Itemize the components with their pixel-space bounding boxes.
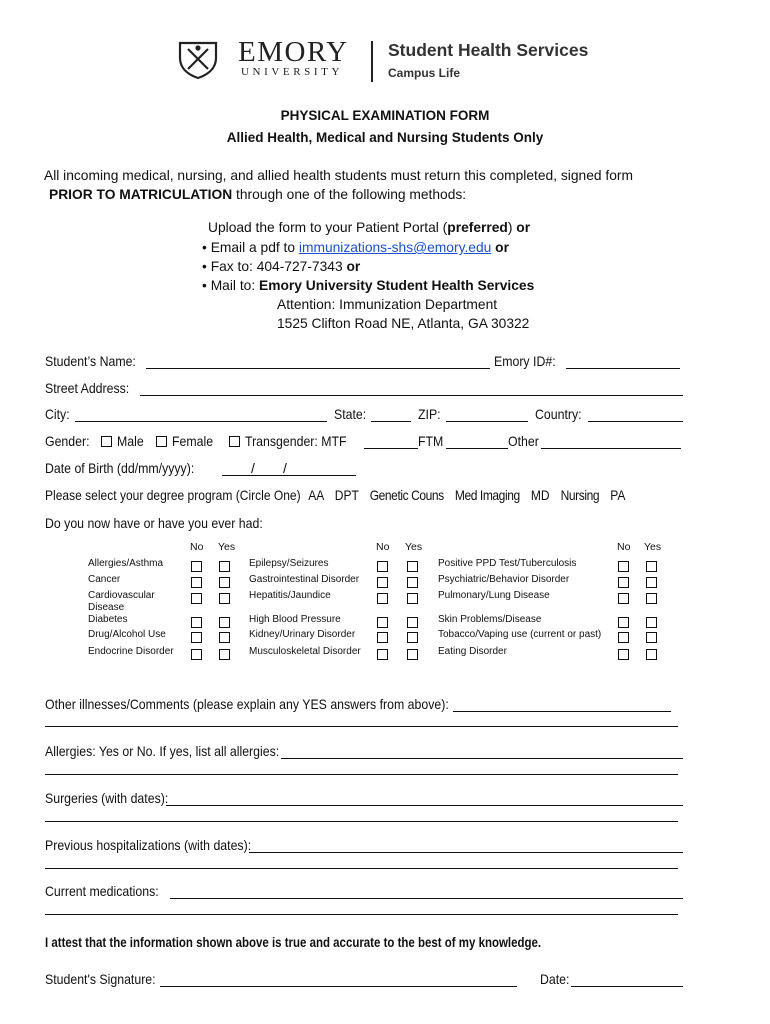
state-field[interactable] bbox=[371, 421, 411, 422]
condition-label: Disease bbox=[88, 602, 125, 613]
form-subtitle: Allied Health, Medical and Nursing Students Only bbox=[226, 130, 544, 145]
upload-paren: ) bbox=[507, 220, 517, 235]
other-illnesses-field[interactable] bbox=[453, 711, 671, 712]
condition-label: High Blood Pressure bbox=[249, 614, 341, 625]
col3-row1-no-checkbox[interactable] bbox=[618, 561, 629, 572]
zip-field[interactable] bbox=[446, 421, 528, 422]
intro-line: All incoming medical, nursing, and allied health students must return this completed, signed form bbox=[44, 168, 633, 183]
other-field[interactable] bbox=[541, 448, 681, 449]
intro-line-2 bbox=[49, 187, 466, 202]
col2-row4-no-checkbox[interactable] bbox=[377, 617, 388, 628]
surgeries-field-2[interactable] bbox=[45, 821, 678, 822]
medications-field[interactable] bbox=[170, 898, 683, 899]
medications-label: Current medications: bbox=[45, 883, 159, 899]
condition-label: Eating Disorder bbox=[438, 646, 507, 657]
other-illnesses-field-2[interactable] bbox=[45, 726, 678, 727]
col2-no: No bbox=[376, 541, 390, 553]
date-label: Date: bbox=[540, 971, 570, 987]
col3-row3-no-checkbox[interactable] bbox=[618, 593, 629, 604]
email-or: or bbox=[491, 240, 509, 255]
col1-row1-yes-checkbox[interactable] bbox=[219, 561, 230, 572]
col3-row2-yes-checkbox[interactable] bbox=[646, 577, 657, 588]
col1-row3-no-checkbox[interactable] bbox=[191, 593, 202, 604]
surgeries-field[interactable] bbox=[166, 805, 683, 806]
ftm-label: FTM bbox=[418, 433, 444, 449]
female-label: Female bbox=[172, 433, 214, 449]
col3-no: No bbox=[617, 541, 631, 553]
hospitalizations-field-2[interactable] bbox=[45, 868, 678, 869]
fax-or: or bbox=[346, 259, 361, 274]
col2-row6-no-checkbox[interactable] bbox=[377, 649, 388, 660]
condition-label: Endocrine Disorder bbox=[88, 646, 174, 657]
degree-row bbox=[45, 487, 625, 503]
service-name: Student Health Services bbox=[388, 40, 589, 60]
allergies-field-2[interactable] bbox=[45, 774, 678, 775]
dob-slash-2: / bbox=[283, 460, 287, 476]
degree-option[interactable]: AA bbox=[308, 487, 324, 503]
ftm-field[interactable] bbox=[446, 448, 508, 449]
condition-label: Tobacco/Vaping use (current or past) bbox=[438, 629, 602, 640]
col3-row3-yes-checkbox[interactable] bbox=[646, 593, 657, 604]
condition-label: Drug/Alcohol Use bbox=[88, 629, 166, 640]
col2-row1-no-checkbox[interactable] bbox=[377, 561, 388, 572]
degree-option[interactable]: MD bbox=[530, 487, 550, 503]
condition-label: Skin Problems/Disease bbox=[438, 614, 542, 625]
female-checkbox[interactable] bbox=[156, 436, 167, 447]
degree-label: Please select your degree program (Circle One) bbox=[45, 487, 301, 503]
fax-text: Fax to: 404-727-7343 bbox=[210, 259, 347, 274]
method-email bbox=[202, 240, 509, 255]
mail-address: 1525 Clifton Road NE, Atlanta, GA 30322 bbox=[277, 316, 530, 331]
city-field[interactable] bbox=[75, 421, 327, 422]
emory-id-field[interactable] bbox=[566, 368, 680, 369]
condition-label: Allergies/Asthma bbox=[88, 558, 164, 569]
allergies-label: Allergies: Yes or No. If yes, list all allergies: bbox=[45, 743, 280, 759]
state-label: State: bbox=[334, 406, 367, 422]
col1-row2-no-checkbox[interactable] bbox=[191, 577, 202, 588]
bullet: • bbox=[202, 278, 207, 293]
surgeries-label: Surgeries (with dates): bbox=[45, 790, 169, 806]
col1-row3-yes-checkbox[interactable] bbox=[219, 593, 230, 604]
email-text: Email a pdf to bbox=[210, 240, 299, 255]
col2-row3-no-checkbox[interactable] bbox=[377, 593, 388, 604]
intro-bold: PRIOR TO MATRICULATION bbox=[49, 187, 233, 202]
mail-recipient: Emory University Student Health Services bbox=[259, 278, 535, 293]
city-label: City: bbox=[45, 406, 70, 422]
condition-label: Epilepsy/Seizures bbox=[249, 558, 329, 569]
col2-row2-no-checkbox[interactable] bbox=[377, 577, 388, 588]
division-name: Campus Life bbox=[388, 66, 461, 80]
zip-label: ZIP: bbox=[418, 406, 441, 422]
hospitalizations-label: Previous hospitalizations (with dates): bbox=[45, 837, 252, 853]
other-label: Other bbox=[508, 433, 539, 449]
attestation: I attest that the information shown above is true and accurate to the best of my knowledge. bbox=[45, 935, 542, 950]
intro-rest: through one of the following methods: bbox=[232, 187, 467, 202]
col3-row4-no-checkbox[interactable] bbox=[618, 617, 629, 628]
logo-emory: EMORY bbox=[238, 36, 349, 68]
col2-row4-yes-checkbox[interactable] bbox=[407, 617, 418, 628]
medications-field-2[interactable] bbox=[45, 914, 678, 915]
bullet: • bbox=[202, 240, 207, 255]
col1-row2-yes-checkbox[interactable] bbox=[219, 577, 230, 588]
col3-row6-no-checkbox[interactable] bbox=[618, 649, 629, 660]
condition-label: Positive PPD Test/Tuberculosis bbox=[438, 558, 577, 569]
street-label: Street Address: bbox=[45, 380, 130, 396]
col3-row6-yes-checkbox[interactable] bbox=[646, 649, 657, 660]
emory-shield-icon bbox=[177, 40, 219, 80]
col1-row4-no-checkbox[interactable] bbox=[191, 617, 202, 628]
col2-row5-yes-checkbox[interactable] bbox=[407, 632, 418, 643]
dob-slash-1: / bbox=[251, 460, 255, 476]
col1-row4-yes-checkbox[interactable] bbox=[219, 617, 230, 628]
email-link[interactable]: immunizations-shs@emory.edu bbox=[298, 240, 492, 255]
date-field[interactable] bbox=[571, 986, 683, 987]
degree-option[interactable]: Genetic Couns bbox=[369, 487, 444, 503]
transgender-checkbox[interactable] bbox=[229, 436, 240, 447]
mail-attention: Attention: Immunization Department bbox=[277, 297, 498, 312]
transgender-label: Transgender: MTF bbox=[245, 433, 347, 449]
col3-row4-yes-checkbox[interactable] bbox=[646, 617, 657, 628]
col3-row5-no-checkbox[interactable] bbox=[618, 632, 629, 643]
logo-university: UNIVERSITY bbox=[241, 66, 343, 78]
col3-yes: Yes bbox=[644, 541, 662, 553]
gender-label: Gender: bbox=[45, 433, 90, 449]
col2-yes: Yes bbox=[405, 541, 423, 553]
condition-label: Kidney/Urinary Disorder bbox=[249, 629, 356, 640]
student-name-label: Student’s Name: bbox=[45, 353, 136, 369]
male-checkbox[interactable] bbox=[101, 436, 112, 447]
degree-option[interactable]: Med Imaging bbox=[454, 487, 520, 503]
col1-row5-yes-checkbox[interactable] bbox=[219, 632, 230, 643]
country-label: Country: bbox=[535, 406, 582, 422]
degree-option[interactable]: Nursing bbox=[560, 487, 600, 503]
signature-field[interactable] bbox=[160, 986, 517, 987]
mtf-field[interactable] bbox=[364, 448, 418, 449]
condition-label: Diabetes bbox=[88, 614, 128, 625]
col3-row2-no-checkbox[interactable] bbox=[618, 577, 629, 588]
upload-preferred: preferred bbox=[447, 220, 508, 235]
country-field[interactable] bbox=[588, 421, 683, 422]
male-label: Male bbox=[117, 433, 144, 449]
mail-text: Mail to: bbox=[210, 278, 259, 293]
col3-row5-yes-checkbox[interactable] bbox=[646, 632, 657, 643]
method-upload bbox=[208, 220, 530, 235]
col1-row5-no-checkbox[interactable] bbox=[191, 632, 202, 643]
degree-option[interactable]: DPT bbox=[334, 487, 359, 503]
student-name-field[interactable] bbox=[146, 368, 490, 369]
col3-row1-yes-checkbox[interactable] bbox=[646, 561, 657, 572]
allergies-field[interactable] bbox=[281, 758, 683, 759]
emory-id-label: Emory ID#: bbox=[494, 353, 556, 369]
condition-label: Musculoskeletal Disorder bbox=[249, 646, 361, 657]
col1-yes: Yes bbox=[218, 541, 236, 553]
col1-row6-no-checkbox[interactable] bbox=[191, 649, 202, 660]
condition-label: Gastrointestinal Disorder bbox=[249, 574, 360, 585]
upload-text: Upload the form to your Patient Portal ( bbox=[208, 220, 448, 235]
logo-divider bbox=[371, 41, 373, 82]
col1-no: No bbox=[190, 541, 204, 553]
method-fax bbox=[202, 259, 360, 274]
col2-row6-yes-checkbox[interactable] bbox=[407, 649, 418, 660]
condition-label: Pulmonary/Lung Disease bbox=[438, 590, 550, 601]
dob-label: Date of Birth (dd/mm/yyyy): bbox=[45, 460, 195, 476]
condition-label: Hepatitis/Jaundice bbox=[249, 590, 331, 601]
col1-row1-no-checkbox[interactable] bbox=[191, 561, 202, 572]
method-mail bbox=[202, 278, 534, 293]
hospitalizations-field[interactable] bbox=[249, 852, 683, 853]
history-question: Do you now have or have you ever had: bbox=[45, 515, 263, 531]
condition-label: Cancer bbox=[88, 574, 121, 585]
col2-row5-no-checkbox[interactable] bbox=[377, 632, 388, 643]
bullet: • bbox=[202, 259, 207, 274]
condition-label: Psychiatric/Behavior Disorder bbox=[438, 574, 570, 585]
street-field[interactable] bbox=[140, 395, 683, 396]
other-illnesses-label: Other illnesses/Comments (please explain any YES answers from above): bbox=[45, 696, 449, 712]
degree-option[interactable]: PA bbox=[610, 487, 626, 503]
col2-row1-yes-checkbox[interactable] bbox=[407, 561, 418, 572]
condition-label: Cardiovascular bbox=[88, 590, 155, 601]
col1-row6-yes-checkbox[interactable] bbox=[219, 649, 230, 660]
upload-or: or bbox=[516, 220, 531, 235]
col2-row2-yes-checkbox[interactable] bbox=[407, 577, 418, 588]
col2-row3-yes-checkbox[interactable] bbox=[407, 593, 418, 604]
dob-field[interactable] bbox=[222, 475, 356, 476]
signature-label: Student's Signature: bbox=[45, 971, 156, 987]
form-title: PHYSICAL EXAMINATION FORM bbox=[280, 108, 490, 123]
